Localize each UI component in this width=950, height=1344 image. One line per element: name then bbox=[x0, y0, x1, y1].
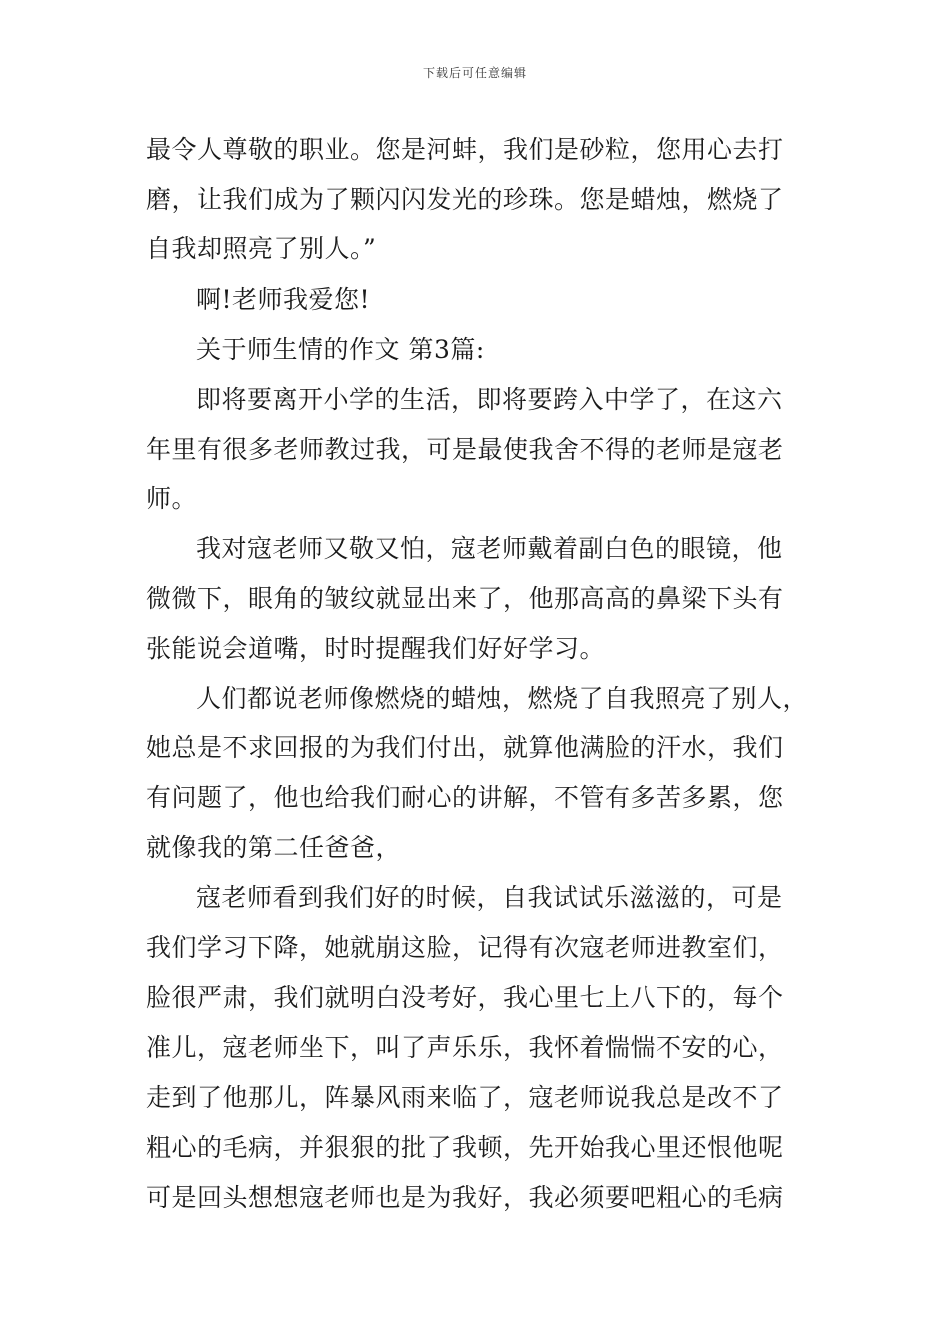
text-line: 我对寇老师又敬又怕，寇老师戴着副白色的眼镜，他 bbox=[196, 534, 783, 563]
text-line: 年里有很多老师教过我，可是最使我舍不得的老师是寇老 bbox=[146, 435, 784, 464]
text-line: 可是回头想想寇老师也是为我好，我必须要吧粗心的毛病 bbox=[146, 1183, 784, 1212]
text-line: 自我却照亮了别人。” bbox=[146, 234, 377, 263]
text-line: 磨，让我们成为了颗闪闪发光的珍珠。您是蜡烛，燃烧了 bbox=[146, 185, 784, 214]
text-line: 准儿，寇老师坐下，叫了声乐乐，我怀着惴惴不安的心， bbox=[146, 1033, 784, 1062]
text-line: 张能说会道嘴，时时提醒我们好好学习。 bbox=[146, 634, 606, 663]
text-line: 我们学习下降，她就崩这脸，记得有次寇老师进教室们， bbox=[146, 933, 784, 962]
text-line: 即将要离开小学的生活，即将要跨入中学了，在这六 bbox=[196, 385, 783, 414]
text-line: 寇老师看到我们好的时候，自我试试乐滋滋的，可是 bbox=[196, 883, 783, 912]
page-header: 下载后可任意编辑 bbox=[422, 66, 527, 80]
text-line: 师。 bbox=[146, 484, 198, 513]
text-line: 人们都说老师像燃烧的蜡烛，燃烧了自我照亮了别人， bbox=[196, 684, 809, 713]
section-heading: 关于师生情的作文 第3篇: bbox=[196, 335, 485, 364]
text-line: 脸很严肃，我们就明白没考好，我心里七上八下的，每个 bbox=[146, 983, 784, 1012]
text-line: 微微下，眼角的皱纹就显出来了，他那高高的鼻梁下头有 bbox=[146, 584, 784, 613]
text-line: 有问题了，他也给我们耐心的讲解，不管有多苦多累，您 bbox=[146, 783, 784, 812]
text-line: 就像我的第二任爸爸， bbox=[146, 833, 402, 862]
text-line: 她总是不求回报的为我们付出，就算他满脸的汗水，我们 bbox=[146, 733, 784, 762]
text-line: 走到了他那儿，阵暴风雨来临了，寇老师说我总是改不了 bbox=[146, 1083, 784, 1112]
text-line: 粗心的毛病，并狠狠的批了我顿，先开始我心里还恨他呢 bbox=[146, 1133, 784, 1162]
text-line: 啊!老师我爱您! bbox=[196, 285, 371, 314]
text-line: 最令人尊敬的职业。您是河蚌，我们是砂粒，您用心去打 bbox=[146, 135, 784, 164]
